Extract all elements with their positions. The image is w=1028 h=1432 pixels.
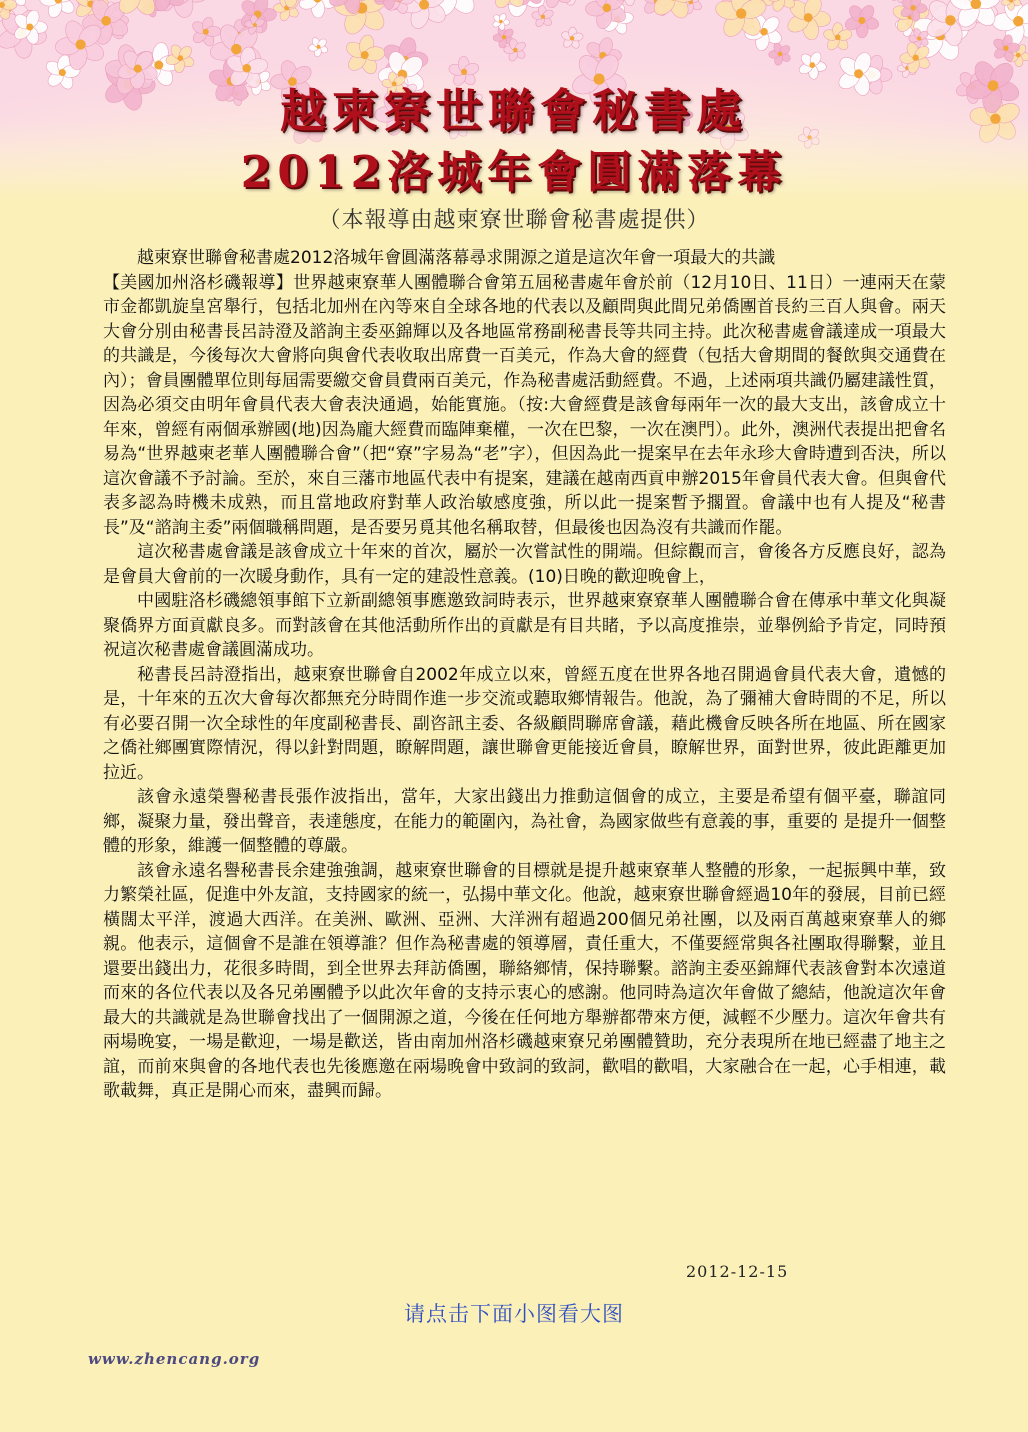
article-paragraph: 中國駐洛杉磯總領事館下立新副總領事應邀致詞時表示，世界越柬寮寮華人團體聯合會在傳承中華文化與凝聚僑界方面貢獻良多。而對該會在其他活動所作出的貢獻是有目共睹，予以高度推崇，並舉例給予肯定，同時預祝這次秘書處會議圓滿成功。 — [103, 591, 946, 660]
article-date: 2012-12-15 — [686, 1262, 789, 1281]
page-subtitle: （本報導由越柬寮世聯會秘書處提供） — [318, 208, 710, 233]
article-paragraph: 該會永遠名譽秘書長余建強強調，越柬寮世聯會的目標就是提升越柬寮華人整體的形象，一起振興中華，致力繁榮社區，促進中外友誼，支持國家的統一，弘揚中華文化。他說，越柬寮世聯會經過10年的發展，目前已經橫闊太平洋，渡過大西洋。在美洲、歐洲、亞洲、大洋洲有超過200個兄弟社團，以及兩百萬越柬寮華人的鄉親。他表示，這個會不是誰在領導誰？但作為秘書處的領導層，責任重大，不僅要經常與各社團取得聯繫，並且還要出錢出力，花很多時間，到全世界去拜訪僑團，聯絡鄉情，保持聯繫。諮詢主委巫錦輝代表該會對本次遠道而來的各位代表以及各兄弟團體予以此次年會的支持示衷心的感謝。他同時為這次年會做了總結，他說這次年會最大的共識就是為世聯會找出了一個開源之道，今後在任何地方舉辦都帶來方便，減輕不少壓力。這次年會共有兩場晚宴，一場是歡迎，一場是歡送，皆由南加州洛杉磯越柬寮兄弟團體贊助，充分表現所在地已經盡了地主之誼，而前來與會的各地代表也先後應邀在兩場晚會中致詞的致詞，歡唱的歡唱，大家融合在一起，心手相連，載歌載舞，真正是開心而來，盡興而歸。 — [103, 860, 946, 1101]
site-watermark: www.zhencang.org — [88, 1350, 261, 1368]
article-paragraph: 這次秘書處會議是該會成立十年來的首次，屬於一次嘗試性的開端。但綜觀而言，會後各方反應良好，認為是會員大會前的一次暖身動作，具有一定的建設性意義。(10)日晚的歡迎晚會上， — [103, 542, 946, 587]
article-paragraph: 【美國加州洛杉磯報導】世界越柬寮華人團體聯合會第五屆秘書處年會於前（12月10日、11日）一連兩天在蒙市金都凱旋皇宮舉行，包括北加州在內等來自全球各地的代表以及顧問與此間兄弟僑團首長約三百人與會。兩天大會分別由秘書長呂詩澄及諮詢主委巫錦輝以及各地區常務副秘書長等共同主持。此次秘書處會議達成一項最大的共識是，今後每次大會將向與會代表收取出席費一百美元，作為大會的經費（包括大會期間的餐飲與交通費在內）；會員團體單位則每屆需要繳交會員費兩百美元，作為秘書處活動經費。不過，上述兩項共識仍屬建議性質，因為必須交由明年會員代表大會表決通過，始能實施。（按:大會經費是該會每兩年一次的最大支出，該會成立十年來，曾經有兩個承辦國(地)因為龐大經費而臨陣棄權，一次在巴黎，一次在澳門）。此外，澳洲代表提出把會名易為“世界越柬老華人團體聯合會”（把“寮”字易為“老”字），但因為此一提案早在去年永珍大會時遭到否決，所以這次會議不予討論。至於，來自三藩市地區代表中有提案，建議在越南西貢申辦2015年會員代表大會。但與會代表多認為時機未成熟，而且當地政府對華人政治敏感度強，所以此一提案暫予擱置。會議中也有人提及“秘書長”及“諮詢主委”兩個職稱問題，是否要另覓其他名稱取替，但最後也因為沒有共識而作罷。 — [103, 272, 946, 538]
page-title-line2: 2012洛城年會圓滿落幕 — [240, 147, 788, 198]
article-headline-paragraph: 越柬寮世聯會秘書處2012洛城年會圓滿落幕尋求開源之道是這次年會一項最大的共識 — [137, 248, 776, 268]
article-paragraph: 該會永遠榮譽秘書長張作波指出，當年，大家出錢出力推動這個會的成立，主要是希望有個平臺，聯誼同鄉，凝聚力量，發出聲音，表達態度，在能力的範圍內，為社會，為國家做些有意義的事，重要的 是提升一個整體的形象，維護一個整體的尊嚴。 — [103, 787, 946, 856]
view-large-image-link[interactable]: 请点击下面小图看大图 — [404, 1302, 624, 1326]
article-body — [103, 246, 946, 1104]
page-title-line1: 越柬寮世聯會秘書處 — [280, 84, 748, 138]
article-paragraph: 秘書長呂詩澄指出，越柬寮世聯會自2002年成立以來，曾經五度在世界各地召開過會員代表大會，遺憾的是，十年來的五次大會每次都無充分時間作進一步交流或聽取鄉情報告。他說，為了彌補大會時間的不足，所以有必要召開一次全球性的年度副秘書長、副咨訊主委、各級顧問聯席會議，藉此機會反映各所在地區、所在國家之僑社鄉團實際情況，得以針對問題，瞭解問題，讓世聯會更能接近會員，瞭解世界，面對世界，彼此距離更加拉近。 — [103, 664, 946, 783]
